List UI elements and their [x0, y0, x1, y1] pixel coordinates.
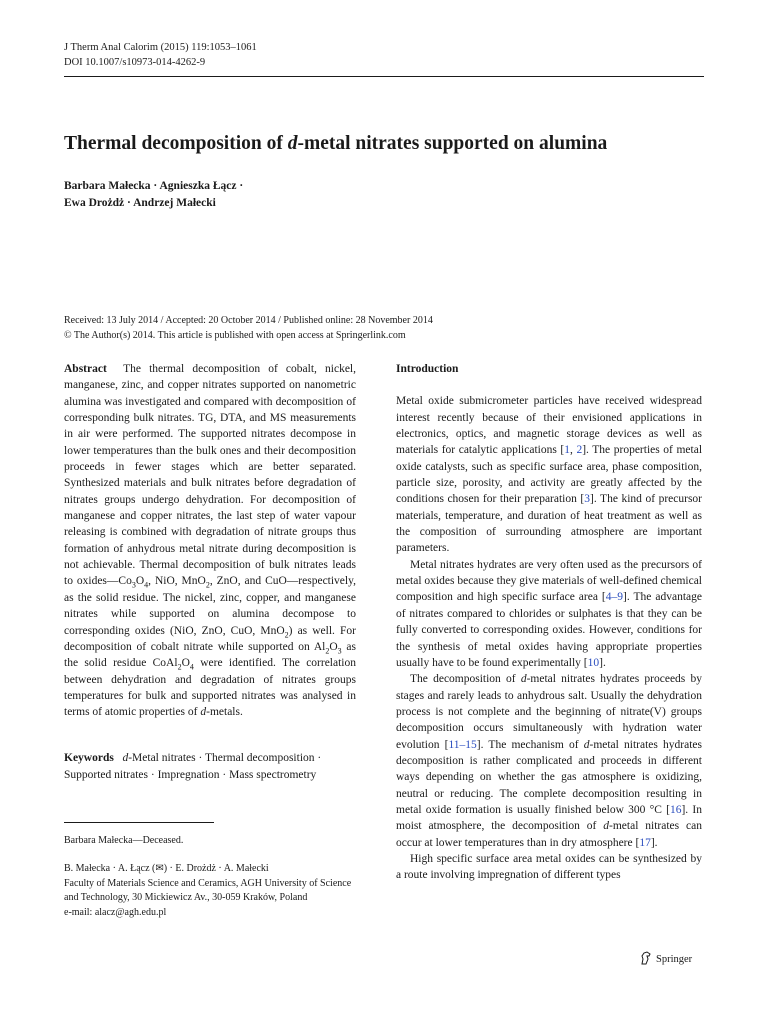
introduction — [396, 361, 702, 884]
citation-link[interactable]: 17 — [639, 836, 651, 849]
citation-link[interactable]: 3 — [584, 493, 590, 506]
footnote-rule — [64, 822, 214, 823]
keywords-heading: Keywords — [64, 752, 114, 764]
publisher-logo — [640, 951, 692, 968]
citation-link[interactable]: 11–15 — [448, 738, 477, 751]
intro-paragraph-4: High specific surface area metal oxides can be synthesized by a route involving impregnation of different types — [396, 852, 702, 882]
abstract-heading: Abstract — [64, 363, 107, 375]
deceased-note: Barbara Małecka—Deceased. — [64, 835, 184, 846]
received-dates: Received: 13 July 2014 / Accepted: 20 October 2014 / Published online: 28 November 2014 — [64, 315, 433, 326]
copyright-line: © The Author(s) 2014. This article is published with open access at Springerlink.com — [64, 330, 406, 341]
doi[interactable]: DOI 10.1007/s10973-014-4262-9 — [64, 57, 206, 68]
citation-link[interactable]: 4–9 — [605, 591, 624, 604]
author-list — [64, 178, 243, 212]
introduction-heading: Introduction — [396, 363, 459, 375]
intro-paragraph-1: Metal oxide submicrometer particles have received widespread interest recently because of their envisioned applications in electronics, optics, and magnetic storage devices as well as materials for catalytic applications [1, 2]. The properties of metal oxide catalysts, such as specific surface area, phase composition, particle size, porosity, and activity are greatly affected by the conditions chosen for their preparation [3]. The kind of precursor materials, temperature, and duration of heat treatment as well as the composition of surrounding atmosphere are important parameters. — [396, 395, 703, 555]
article-history — [64, 313, 433, 343]
affiliation-address: Faculty of Materials Science and Ceramics, AGH University of Science and Technology, 30 Mickiewicz Av., 30-059 Kraków, Poland — [64, 877, 352, 903]
affiliation — [64, 862, 356, 920]
citation-link[interactable]: 2 — [576, 444, 583, 457]
header-rule — [64, 76, 704, 77]
keywords: Keywords d-Metal nitrates · Thermal decomposition · Supported nitrates · Impregnation · Mass spectrometry — [64, 752, 322, 781]
springer-horse-icon — [640, 951, 652, 968]
journal-citation: J Therm Anal Calorim (2015) 119:1053–1061 — [64, 42, 257, 53]
affiliation-authors: B. Małecka · A. Łącz (✉) · E. Drożdż · A. Małecki — [64, 863, 269, 874]
citation-link[interactable]: 10 — [587, 656, 600, 669]
intro-paragraph-3: The decomposition of d-metal nitrates hydrates proceeds by stages and rarely leads to anhydrous salt. Usually the dehydration process is not complete and the beginning of nitrate(V) groups decomposition occurs simultaneously with hydration water evolution [11–15]. The mechanism of d-metal nitrates hydrates decomposition is rather complicated and proceeds in different ways depending on whether the gas atmosphere is oxidizing, neutral or reducing. The complete decomposition resulting in metal oxide formation is usually finished below 300 °C [16]. In moist atmosphere, the decomposition of d-metal nitrates can occur at lower temperatures than in dry atmosphere [17]. — [396, 673, 702, 849]
citation-link[interactable]: 1 — [564, 444, 570, 457]
intro-paragraph-2: Metal nitrates hydrates are very often used as the precursors of metal oxides because they give materials of well-defined chemical composition and high specific surface area [4–9]. The advantage of nitrates compared to chlorides or sulphates is that they can be fully converted to corresponding oxides. However, conditions for the synthesis of metal oxides having appropriate properties usually have to be found experimentally [10]. — [396, 558, 702, 669]
journal-header — [64, 40, 257, 70]
citation-link[interactable]: 16 — [669, 803, 682, 816]
authors-line-1: Barbara Małecka · Agnieszka Łącz · — [64, 180, 244, 192]
publisher-name: Springer — [656, 954, 693, 965]
email[interactable]: e-mail: alacz@agh.edu.pl — [64, 906, 167, 918]
article-title: Thermal decomposition of d-metal nitrates supported on alumina — [64, 133, 608, 154]
authors-line-2: Ewa Drożdż · Andrzej Małecki — [64, 197, 216, 209]
abstract: Abstract The thermal decomposition of cobalt, nickel, manganese, zinc, and copper nitrates supported on nanometric alumina was investigated and compared with decomposition of corresponding bulk nitrates. TG, DTA, and MS measurements in air were performed. The supported nitrates decompose in lower temperatures than the bulk ones and their decomposition proceeds in fewer stages which are better separated. Synthesized materials and bulk nitrates before degradation of nitrates groups undergo dehydration. For decomposition of manganese and copper nitrates, the last step of water vapour releasing is combined with degradation of nitrate groups thus formation of anhydrous metal nitrate during decomposition is not achievable. Thermal decomposition of bulk nitrates leads to $oxides—Co_3O_4$, NiO, MnO$_2$, ZnO, and CuO—respectively, as the solid residue. The nickel, zinc, copper, and manganese nitrates while supported on alumina decompose to corresponding oxides (NiO, ZnO, CuO, MnO$_2$) as well. For decomposition of cobalt nitrate while supported on $Al_2O_3$ as the solid residue $CoAl_2O_4$ were identified. The correlation between dehydration and degradation of nitrates groups temperatures for bulk and supported nitrates was analysed in terms of atomic properties of d-metals. — [64, 363, 357, 719]
